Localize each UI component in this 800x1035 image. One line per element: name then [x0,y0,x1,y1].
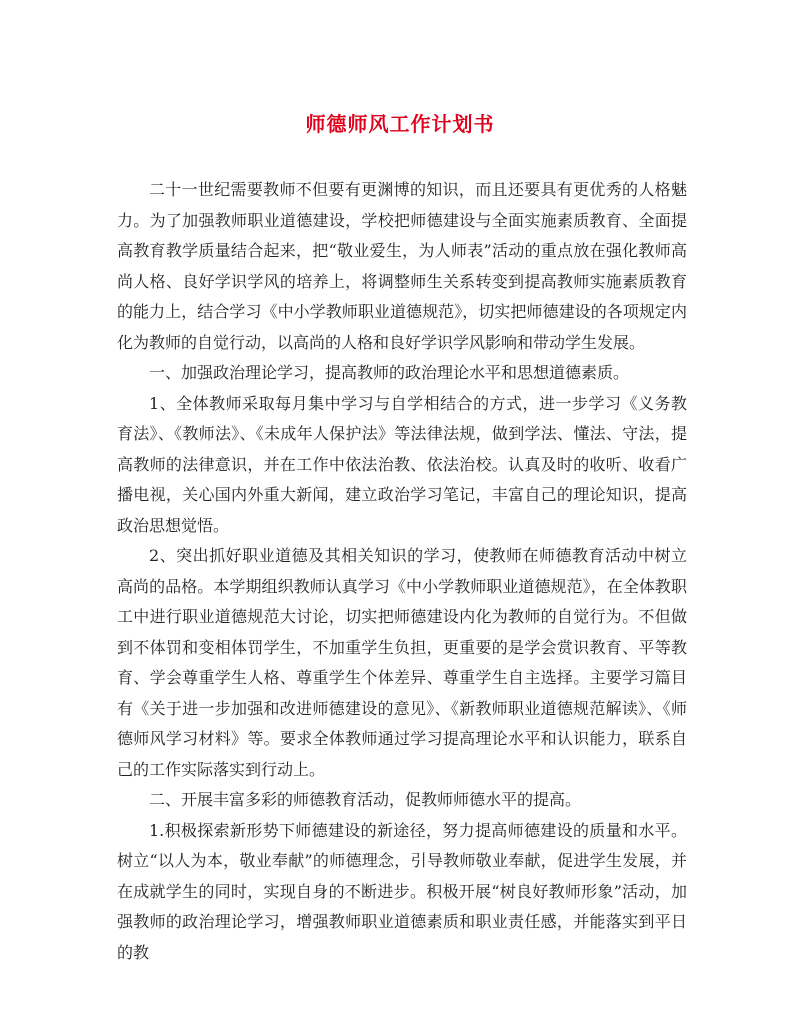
paragraph-item-1-2: 2、突出抓好职业道德及其相关知识的学习，使教师在师德教育活动中树立高尚的品格。本学期组织教师认真学习《中小学教师职业道德规范》，在全体教职工中进行职业道德规范大讨论，切实把师德建设内化为教师的自觉行为。不但做到不体罚和变相体罚学生，不加重学生负担，更重要的是学会赏识教育、平等教育、学会尊重学生人格、尊重学生个体差异、尊重学生自主选择。主要学习篇目有《关于进一步加强和改进师德建设的意见》、《新教师职业道德规范解读》、《师德师风学习材料》等。要求全体教师通过学习提高理论水平和认识能力，联系自己的工作实际落实到行动上。 [117,546,687,779]
paragraph-item-1-1: 1、全体教师采取每月集中学习与自学相结合的方式，进一步学习《义务教育法》、《教师法》、《未成年人保护法》等法律法规，做到学法、懂法、守法，提高教师的法律意识，并在工作中依法治教、依法治校。认真及时的收听、收看广播电视，关心国内外重大新闻，建立政治学习笔记，丰富自己的理论知识，提高政治思想觉悟。 [117,393,687,535]
document-title: 师德师风工作计划书 [305,112,495,136]
paragraph-item-2-1: 1.积极探索新形势下师德建设的新途径，努力提高师德建设的质量和水平。树立“以人为本，敬业奉献”的师德理念，引导教师敬业奉献，促进学生发展，并在成就学生的同时，实现自身的不断进步。积极开展“树良好教师形象”活动，加强教师的政治理论学习，增强教师职业道德素质和职业责任感，并能落实到平日的教 [117,820,687,962]
paragraph-heading-1: 一、加强政治理论学习，提高教师的政治理论水平和思想道德素质。 [149,363,630,382]
paragraph-heading-2: 二、开展丰富多彩的师德教育活动，促教师师德水平的提高。 [149,790,582,809]
paragraph-intro: 二十一世纪需要教师不但要有更渊博的知识，而且还要具有更优秀的人格魅力。为了加强教师职业道德建设，学校把师德建设与全面实施素质教育、全面提高教育教学质量结合起来，把“敬业爱生，为人师表”活动的重点放在强化教师高尚人格、良好学识学风的培养上，将调整师生关系转变到提高教师实施素质教育的能力上，结合学习《中小学教师职业道德规范》，切实把师德建设的各项规定内化为教师的自觉行动，以高尚的人格和良好学识学风影响和带动学生发展。 [117,180,687,352]
document-body [117,175,687,968]
